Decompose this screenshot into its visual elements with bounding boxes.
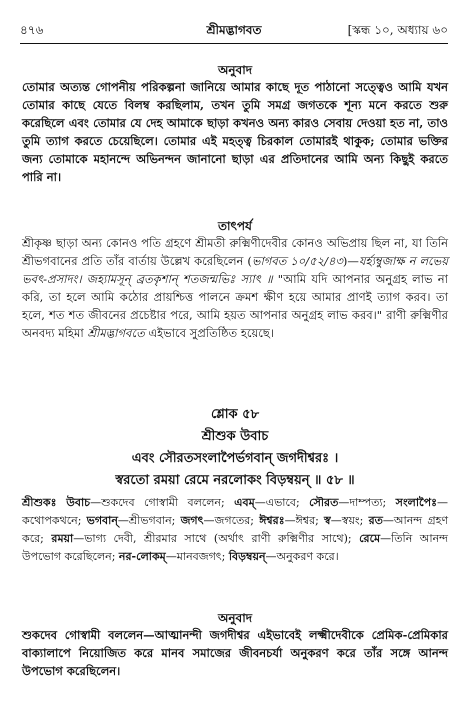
verse-line-1: এবং সৌরতসংলাপৈর্ভগবান্ জগদীশ্বরঃ । [131, 451, 339, 466]
header-rule [20, 43, 448, 44]
synonym-meaning: —দাম্পত্য; [338, 496, 396, 509]
verse-speaker: শ্রীশুক উবাচ [201, 429, 269, 444]
translation-text: তোমার অত্যন্ত গোপনীয় পরিকল্পনা জানিয়ে আমার কাছে দূত পাঠানো সত্ত্বেও আমি যখন তোমার কাছে যেতে বিলম্ব করছিলাম, তখন তুমি সমগ্র জগতকে শূন্য মনে করতে শুরু করেছিলে এবং তোমার যে দেহ আমাকে ছাড়া কখনও অন্য কারও সেবায় দেওয়া হত না, তাও তুমি ত্যাগ করতে চেয়েছিলে। তোমার এই মহত্ত্ব চিরকাল তোমারই থাকুক; তোমার ভক্তির জন্য তোমাকে মহানন্দে অভিনন্দন জানানো ছাড়া এর প্রতিদানের আমি অন্য কিছুই করতে পারি না। [22, 80, 448, 184]
synonym-list [22, 496, 448, 563]
purport-reference-1: ভাগবত ১০/৫২/৪৩ [251, 254, 343, 268]
synonym-word: রেমে [359, 532, 381, 545]
translation-heading: অনুবাদ [217, 63, 253, 77]
synonym-word: ভগবান্ [86, 514, 118, 527]
synonym-meaning: —ভাগ্য দেবী, শ্রীরমার সাথে (অর্থাৎ রাণী রুক্মিণীর সাথে); [73, 532, 360, 545]
chapter-reference: [স্কন্ধ ১০, অধ্যায় ৬০ [347, 23, 448, 37]
synonym-word: সংলাপৈঃ [395, 496, 438, 509]
synonym-meaning: —শ্রীভগবান; [117, 514, 181, 527]
synonym-word: নর-লোকম্ [118, 550, 166, 563]
synonym-meaning: —এভাবে; [254, 496, 310, 509]
synonym-word: ঈশ্বরঃ [259, 514, 285, 527]
verse-line-2: স্বরতো রময়া রেমে নরলোকং বিড়ম্বয়ন্ ॥ ৫৮ ॥ [115, 473, 355, 488]
synonym-meaning: —ঈশ্বর; [284, 514, 325, 527]
purport-text-1: শ্রীকৃষ্ণ ছাড়া অন্য কোনও পতি গ্রহণে শ্রীমতী রুক্মিণীদেবীর কোনও অভিপ্রায় ছিল না, যা তিনি শ্রীভগবানের প্রতি তাঁর বার্তায় উল্লেখ করেছিলেন ( [22, 236, 448, 268]
synonym-word: বিড়ম্বয়ন্ [228, 550, 266, 563]
synonym-word: সৌরত [309, 496, 339, 509]
synonym-meaning: —কথোপকথনে; [22, 496, 449, 527]
page-number: ৪৭৬ [20, 23, 44, 37]
synonym-word: রত [368, 514, 383, 527]
synonym-word: রময়া [51, 532, 74, 545]
synonym-word: এবম্ [234, 496, 255, 509]
translation-2-heading: অনুবাদ [217, 611, 253, 625]
synonym-meaning: —শুকদেব গোস্বামী বললেন; [90, 496, 235, 509]
purport-text-2: )— [342, 254, 359, 268]
translation-2-text: শুকদেব গোস্বামী বললেন—আত্মানন্দী জগদীশ্বর এইভাবেই লক্ষ্মীদেবীকে প্রেমিক-প্রেমিকার বাক্যালাপে নিয়োজিত করে মানব সমাজের জীবনচর্যা অনুকরণ করে তাঁর সঙ্গে আনন্দ উপভোগ করেছিলেন। [22, 628, 448, 678]
synonym-meaning: —জগতের; [203, 514, 260, 527]
synonym-word: জগৎ [180, 514, 204, 527]
purport-quoted-verse: যর্হ্যম্বুজাক্ষ ন লভেয় ভবৎ-প্রসাদং। জহ্যামসূন্ ব্রতকৃশান্ শতজন্মভিঃ স্যাৎ ॥ [22, 254, 448, 286]
purport-text-4: এইভাবে সুপ্রতিষ্ঠিত হয়েছে। [144, 326, 274, 340]
book-title: শ্রীমদ্ভাগবত [206, 23, 262, 37]
purport-text-3: "আমি যদি আপনার অনুগ্রহ লাভ না করি, তা হলে আমি কঠোর প্রায়শ্চিত্ত পালনে ক্রমশ ক্ষীণ হয়ে আমার প্রাণই ত্যাগ করব। তা হলে, শত শত জীবনের প্রচেষ্টার পরে, আমি হয়ত আপনার অনুগ্রহ লাভ করব।" রাণী রুক্মিণীর অনবদ্য মহিমা [22, 272, 448, 340]
running-header [20, 24, 448, 40]
purport-heading: তাৎপর্য [218, 219, 252, 233]
verse-label: শ্লোক ৫৮ [210, 407, 260, 422]
synonym-word: শ্রীশুকঃ উবাচ [22, 496, 91, 509]
synonym-meaning: —তিনি আনন্দ উপভোগ করেছিলেন; [22, 532, 448, 563]
synonym-meaning: —স্বয়ং; [330, 514, 369, 527]
purport-reference-3: শ্রীমদ্ভাগবতে [87, 326, 145, 340]
verse-section [22, 404, 448, 492]
translation-2-section [22, 610, 448, 680]
synonym-meaning: —অনুকরণ করে। [265, 550, 339, 563]
purport-text [22, 234, 448, 342]
word-for-word [22, 494, 448, 566]
purport-section [22, 218, 448, 342]
synonym-meaning: —আনন্দ গ্রহণ করে; [22, 514, 448, 545]
synonym-word: স্ব [324, 514, 331, 527]
synonym-meaning: —মানবজগৎ; [165, 550, 229, 563]
translation-section [22, 62, 448, 186]
